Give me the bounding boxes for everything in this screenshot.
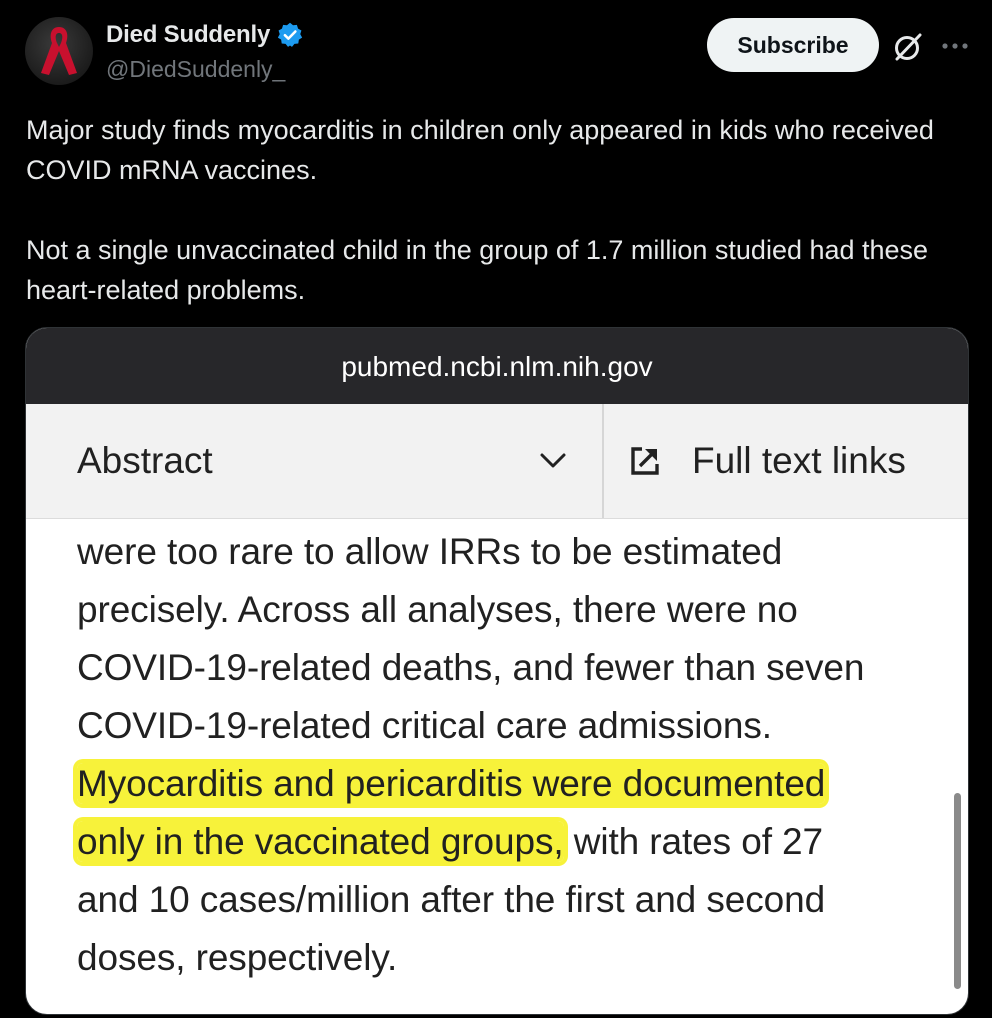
- author-display-name[interactable]: Died Suddenly: [106, 21, 271, 48]
- author-handle[interactable]: @DiedSuddenly_: [106, 56, 286, 82]
- url-text: pubmed.ncbi.nlm.nih.gov: [341, 351, 653, 382]
- abstract-text-fragment: with rates of 27: [563, 821, 824, 862]
- abstract-line: [77, 755, 937, 813]
- tab-full-text-links: [606, 404, 968, 518]
- abstract-line: and 10 cases/million after the first and second: [77, 879, 826, 920]
- verified-badge-icon[interactable]: [276, 21, 304, 49]
- tab-full-text-label: Full text links: [692, 440, 906, 481]
- tab-abstract: [26, 404, 604, 518]
- red-ribbon-icon: [25, 17, 93, 85]
- grok-icon[interactable]: [891, 30, 925, 64]
- abstract-line: [77, 813, 937, 871]
- highlighted-text: Myocarditis and pericarditis were documented: [77, 763, 826, 804]
- scrollbar: [954, 793, 961, 989]
- abstract-line: COVID-19-related critical care admissions.: [77, 705, 772, 746]
- highlighted-text: only in the vaccinated groups,: [77, 821, 564, 862]
- pubmed-tabs: [26, 404, 968, 519]
- tab-abstract-label: Abstract: [77, 440, 213, 481]
- abstract-line: COVID-19-related deaths, and fewer than seven: [77, 647, 865, 688]
- avatar[interactable]: [25, 17, 93, 85]
- abstract-line: doses, respectively.: [77, 937, 398, 978]
- more-options-icon[interactable]: [938, 32, 972, 60]
- tweet-paragraph: Major study finds myocarditis in children only appeared in kids who received COVID mRNA vaccines.: [26, 115, 934, 185]
- subscribe-button[interactable]: Subscribe: [707, 18, 879, 72]
- abstract-line: were too rare to allow IRRs to be estimated: [77, 531, 783, 572]
- external-link-icon: [628, 444, 662, 478]
- author-name-row: [106, 18, 304, 52]
- browser-url-bar: [26, 328, 968, 404]
- attached-screenshot[interactable]: [25, 327, 969, 1015]
- abstract-text: [77, 523, 937, 987]
- tweet-text: [26, 110, 966, 310]
- abstract-line: precisely. Across all analyses, there were no: [77, 589, 798, 630]
- chevron-down-icon: [538, 448, 568, 474]
- tweet-paragraph: Not a single unvaccinated child in the group of 1.7 million studied had these heart-related problems.: [26, 235, 929, 305]
